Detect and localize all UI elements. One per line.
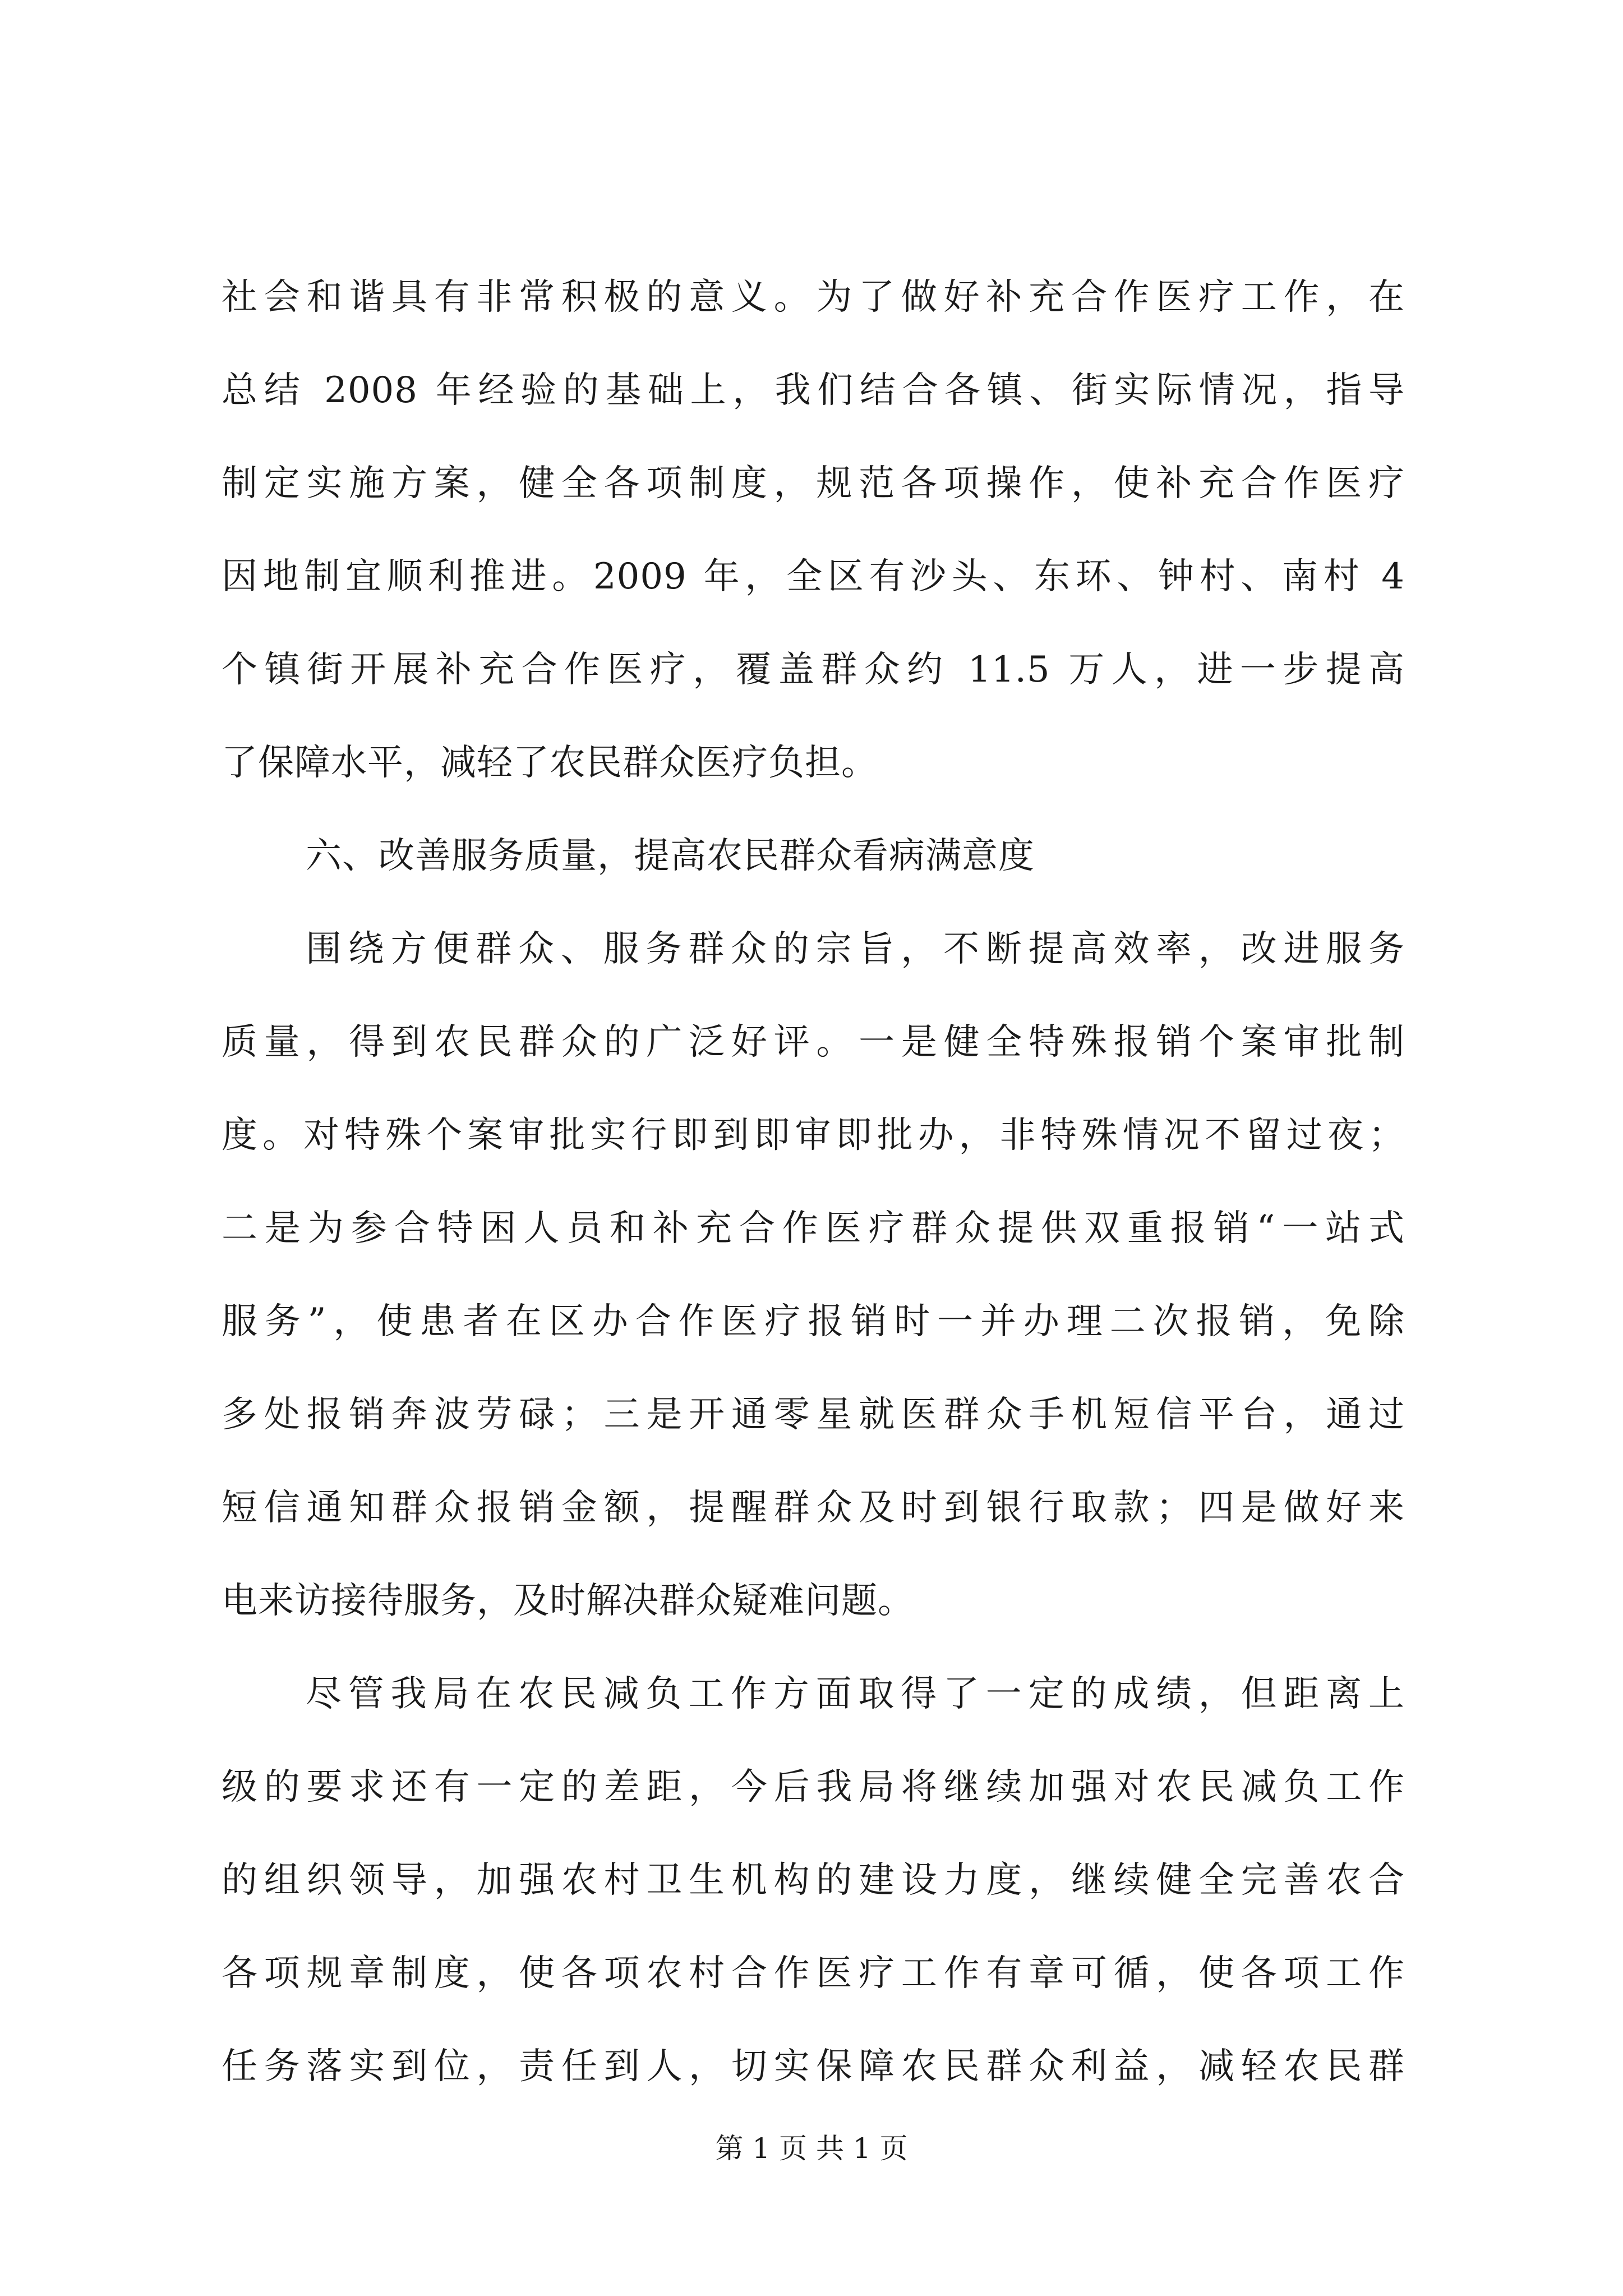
body-line: 尽管我局在农民减负工作方面取得了一定的成绩，但距离上 — [306, 1673, 1405, 1715]
body-line: 围绕方便群众、服务群众的宗旨，不断提高效率，改进服务 — [306, 928, 1405, 970]
body-line: 级的要求还有一定的差距，今后我局将继续加强对农民减负工作 — [222, 1766, 1405, 1808]
body-line: 电来访接待服务，及时解决群众疑难问题。 — [222, 1580, 914, 1622]
body-line: 质量，得到农民群众的广泛好评。一是健全特殊报销个案审批制 — [222, 1022, 1405, 1063]
body-line: 因地制宜顺利推进。2009 年，全区有沙头、东环、钟村、南村 4 — [222, 556, 1405, 597]
body-line: 了保障水平，减轻了农民群众医疗负担。 — [222, 742, 878, 784]
body-line: 个镇街开展补充合作医疗，覆盖群众约 11.5 万人，进一步提高 — [222, 649, 1405, 691]
body-line: 二是为参合特困人员和补充合作医疗群众提供双重报销“一站式 — [222, 1208, 1405, 1249]
body-line: 社会和谐具有非常积极的意义。为了做好补充合作医疗工作，在 — [222, 277, 1405, 318]
body-line: 多处报销奔波劳碌；三是开通零星就医群众手机短信平台，通过 — [222, 1394, 1405, 1435]
body-line: 制定实施方案，健全各项制度，规范各项操作，使补充合作医疗 — [222, 463, 1405, 504]
body-line: 任务落实到位，责任到人，切实保障农民群众利益，减轻农民群 — [222, 2046, 1405, 2087]
body-line: 总结 2008 年经验的基础上，我们结合各镇、街实际情况，指导 — [222, 370, 1405, 411]
body-line: 的组织领导，加强农村卫生机构的建设力度，继续健全完善农合 — [222, 1860, 1405, 1901]
body-line: 短信通知群众报销金额，提醒群众及时到银行取款；四是做好来 — [222, 1487, 1405, 1529]
page-number-footer: 第 1 页 共 1 页 — [715, 2132, 908, 2165]
body-line: 服务”，使患者在区办合作医疗报销时一并办理二次报销，免除 — [222, 1301, 1405, 1342]
body-line: 度。对特殊个案审批实行即到即审即批办，非特殊情况不留过夜； — [222, 1115, 1405, 1156]
section-heading: 六、改善服务质量，提高农民群众看病满意度 — [306, 835, 1035, 877]
body-line: 各项规章制度，使各项农村合作医疗工作有章可循，使各项工作 — [222, 1953, 1405, 1994]
